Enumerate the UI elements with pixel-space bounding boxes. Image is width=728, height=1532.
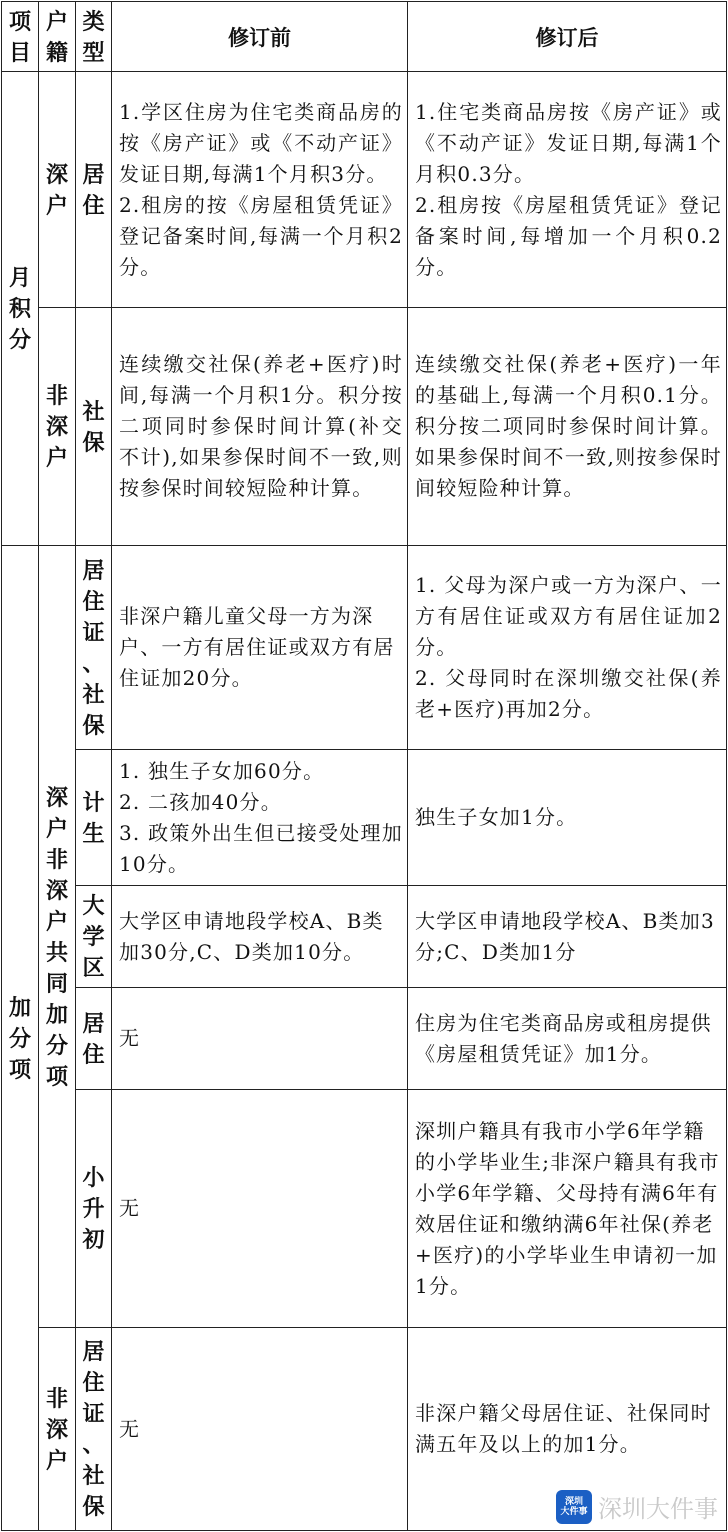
before-text: 大学区申请地段学校A、B类加30分,C、D类加10分。 — [112, 886, 408, 988]
row-common-permit — [2, 546, 727, 750]
hukou-nonlocal: 非 深 户 — [39, 308, 76, 546]
type-permit-social: 居 住 证 、 社 保 — [76, 1328, 112, 1531]
row-nonlocal-social — [2, 308, 727, 546]
before-text: 无 — [112, 1090, 408, 1328]
header-before: 修订前 — [112, 2, 408, 72]
after-text: 住房为住宅类商品房或租房提供《房屋租赁凭证》加1分。 — [408, 988, 727, 1090]
header-after: 修订后 — [408, 2, 727, 72]
before-text: 无 — [112, 1328, 408, 1531]
item-monthly: 月 积 分 — [2, 72, 39, 546]
header-row — [2, 2, 727, 72]
after-text: 1.住宅类商品房按《房产证》或《不动产证》发证日期,每满1个月积0.3分。 2.租房按《房屋租赁凭证》登记备案时间,每增加一个月积0.2分。 — [408, 72, 727, 308]
row-common-promotion — [2, 1090, 727, 1328]
row-local-residence — [2, 72, 727, 308]
before-text: 1.学区住房为住宅类商品房的按《房产证》或《不动产证》发证日期,每满1个月积3分。 2.租房的按《房屋租赁凭证》登记备案时间,每满一个月积2分。 — [112, 72, 408, 308]
before-text: 无 — [112, 988, 408, 1090]
type-family-planning: 计 生 — [76, 750, 112, 886]
type-permit-social: 居 住 证 、 社 保 — [76, 546, 112, 750]
after-text: 大学区申请地段学校A、B类加3分;C、D类加1分 — [408, 886, 727, 988]
header-type: 类 型 — [76, 2, 112, 72]
row-common-residence — [2, 988, 727, 1090]
row-common-family — [2, 750, 727, 886]
header-item: 项 目 — [2, 2, 39, 72]
watermark-logo: 深圳 大件事 — [556, 1490, 592, 1524]
policy-comparison-table — [1, 1, 727, 1531]
row-common-district — [2, 886, 727, 988]
watermark — [556, 1489, 718, 1524]
before-text: 非深户籍儿童父母一方为深户、一方有居住证或双方有居住证加20分。 — [112, 546, 408, 750]
header-hukou: 户 籍 — [39, 2, 76, 72]
type-residence: 居 住 — [76, 988, 112, 1090]
after-text: 深圳户籍具有我市小学6年学籍的小学毕业生;非深户籍具有我市小学6年学籍、父母持有满6年有效居住证和缴纳满6年社保(养老+医疗)的小学毕业生申请初一加1分。 — [408, 1090, 727, 1328]
after-text: 1. 父母为深户或一方为深户、一方有居住证或双方有居住证加2分。 2. 父母同时在深圳缴交社保(养老+医疗)再加2分。 — [408, 546, 727, 750]
type-district: 大 学 区 — [76, 886, 112, 988]
after-text: 非深户籍父母居住证、社保同时满五年及以上的加1分。 — [408, 1328, 727, 1531]
watermark-text: 深圳大件事 — [598, 1495, 718, 1523]
before-text: 连续缴交社保(养老+医疗)时间,每满一个月积1分。积分按二项同时参保时间计算(补交不计),如果参保时间不一致,则按参保时间较短险种计算。 — [112, 308, 408, 546]
type-promotion: 小 升 初 — [76, 1090, 112, 1328]
type-social: 社 保 — [76, 308, 112, 546]
item-bonus: 加 分 项 — [2, 546, 39, 1531]
hukou-common: 深 户 非 深 户 共 同 加 分 项 — [39, 546, 76, 1328]
hukou-nonlocal: 非 深 户 — [39, 1328, 76, 1531]
after-text: 连续缴交社保(养老+医疗)一年的基础上,每满一个月积0.1分。积分按二项同时参保时间计算。如果参保时间不一致,则按参保时间较短险种计算。 — [408, 308, 727, 546]
before-text: 1. 独生子女加60分。 2. 二孩加40分。 3. 政策外出生但已接受处理加10分。 — [112, 750, 408, 886]
after-text: 独生子女加1分。 — [408, 750, 727, 886]
type-residence: 居 住 — [76, 72, 112, 308]
hukou-local: 深 户 — [39, 72, 76, 308]
